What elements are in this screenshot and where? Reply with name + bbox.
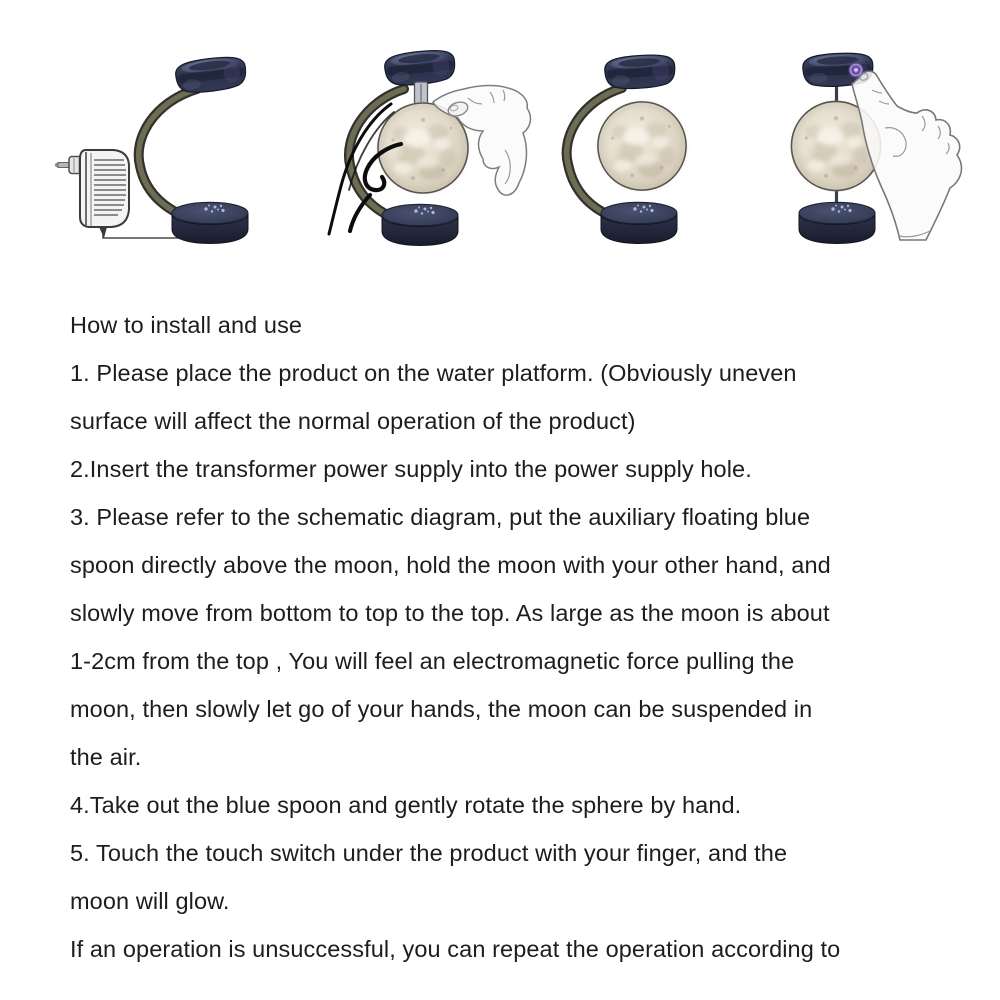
base [382, 204, 458, 245]
top-disc [174, 54, 247, 95]
step-4-illustration [791, 52, 961, 244]
base [172, 202, 248, 243]
instruction-line: If an operation is unsuccessful, you can repeat the operation according to [70, 936, 841, 962]
instruction-line: 4.Take out the blue spoon and gently rotate the sphere by hand. [70, 792, 742, 818]
instructions-lines [70, 349, 970, 973]
step-1-illustration [55, 54, 248, 243]
moon-sphere [598, 102, 686, 190]
curved-arm [139, 89, 198, 221]
instructions-text [70, 301, 970, 973]
instruction-line: moon, then slowly let go of your hands, the moon can be suspended in [70, 696, 813, 722]
power-adapter-icon [55, 150, 129, 238]
instruction-line: slowly move from bottom to top to the top. As large as the moon is about [70, 600, 830, 626]
step-3-illustration [567, 53, 686, 243]
instruction-line: 2.Insert the transformer power supply into the power supply hole. [70, 456, 752, 482]
instructions-title: How to install and use [70, 312, 303, 338]
base [799, 202, 875, 243]
instruction-line: 5. Touch the touch switch under the product with your finger, and the [70, 840, 788, 866]
instruction-line: surface will affect the normal operation of the product) [70, 408, 636, 434]
instruction-line: spoon directly above the moon, hold the moon with your other hand, and [70, 552, 831, 578]
instruction-line: moon will glow. [70, 888, 230, 914]
instruction-line: 1. Please place the product on the water platform. (Obviously uneven [70, 360, 797, 386]
base [601, 202, 677, 243]
installation-diagram [0, 0, 1000, 300]
instruction-line: 1-2cm from the top , You will feel an electromagnetic force pulling the [70, 648, 795, 674]
connector-rod [415, 82, 428, 104]
instruction-line: the air. [70, 744, 142, 770]
step-2-illustration [329, 48, 530, 246]
top-disc [604, 53, 676, 90]
instruction-line: 3. Please refer to the schematic diagram, put the auxiliary floating blue [70, 504, 811, 530]
